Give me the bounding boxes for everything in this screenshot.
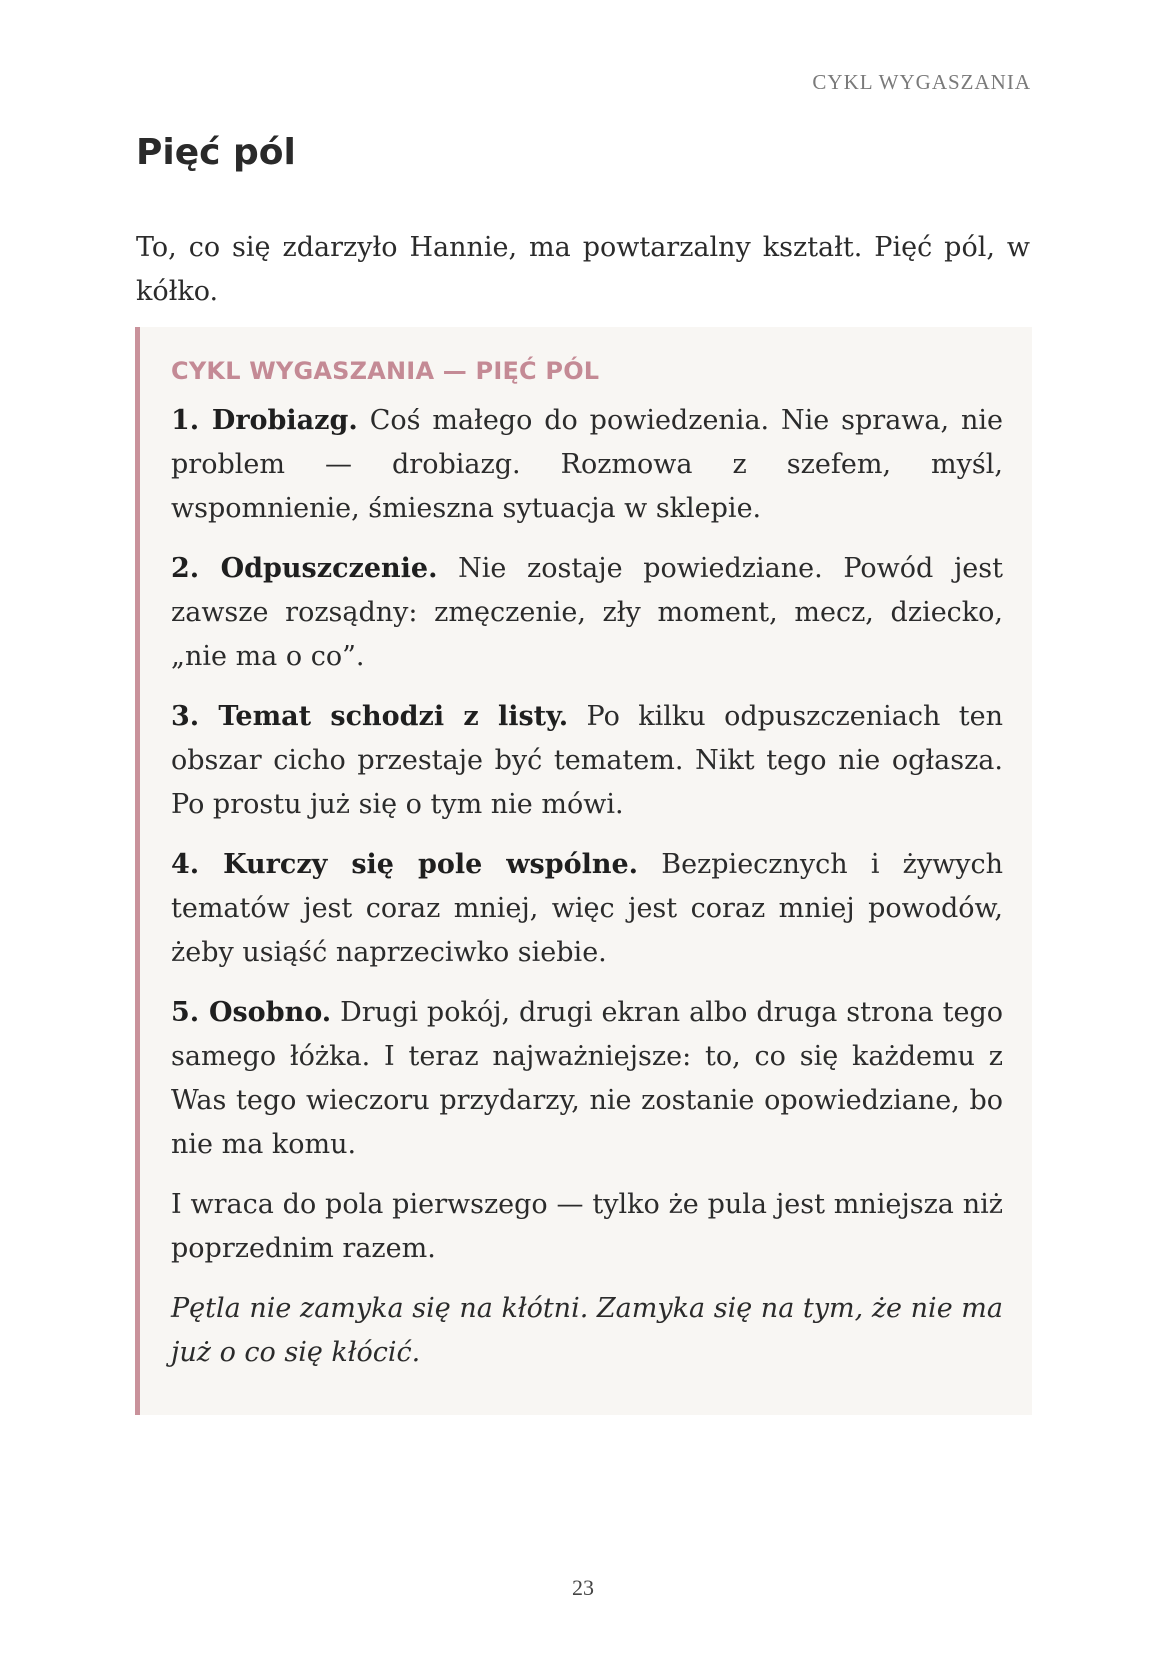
step-5-title: 5. Osobno. — [171, 997, 332, 1028]
running-head: CYKL WYGASZANIA — [812, 70, 1031, 94]
step-4-text: Bezpiecznych i żywych tematów jest coraz mniej, więc jest coraz mniej powodów, żeby usiąść naprzeciwko siebie. — [171, 849, 1003, 968]
step-4 — [171, 843, 1003, 975]
step-1-title: 1. Drobiazg. — [171, 405, 358, 436]
callout-box — [135, 327, 1032, 1415]
step-5-text: Drugi pokój, drugi ekran albo druga strona tego samego łóżka. I teraz najważniejsze: to, co się każdemu z Was tego wieczoru przydarzy, nie zostanie opowiedziane, bo nie ma komu. — [171, 997, 1003, 1160]
step-1-text: Coś małego do powiedzenia. Nie sprawa, nie problem — drobiazg. Rozmowa z szefem, myśl, wspomnienie, śmieszna sytuacja w sklepie. — [171, 405, 1003, 524]
step-5 — [171, 991, 1003, 1167]
step-3-title: 3. Temat schodzi z listy. — [171, 701, 569, 732]
step-2-title: 2. Odpuszczenie. — [171, 553, 438, 584]
step-2 — [171, 547, 1003, 679]
callout-heading: CYKL WYGASZANIA — PIĘĆ PÓL — [171, 357, 600, 385]
step-3-text: Po kilku odpuszczeniach ten obszar cicho przestaje być tematem. Nikt tego nie ogłasza. Po prostu już się o tym nie mówi. — [171, 701, 1003, 820]
step-2-text: Nie zostaje powiedziane. Powód jest zawsze rozsądny: zmęczenie, zły moment, mecz, dziecko, „nie ma o co”. — [171, 553, 1003, 672]
intro-paragraph: To, co się zdarzyło Hannie, ma powtarzalny kształt. Pięć pól, w kółko. — [136, 232, 1030, 307]
return-paragraph: I wraca do pola pierwszego — tylko że pula jest mniejsza niż poprzednim razem. — [171, 1189, 1003, 1264]
step-1 — [171, 399, 1003, 531]
page-number: 23 — [572, 1575, 594, 1600]
step-3 — [171, 695, 1003, 827]
step-4-title: 4. Kurczy się pole wspólne. — [171, 849, 639, 880]
chapter-title: Pięć pól — [136, 132, 296, 173]
closing-paragraph: Pętla nie zamyka się na kłótni. Zamyka się na tym, że nie ma już o co się kłócić. — [171, 1293, 1003, 1368]
